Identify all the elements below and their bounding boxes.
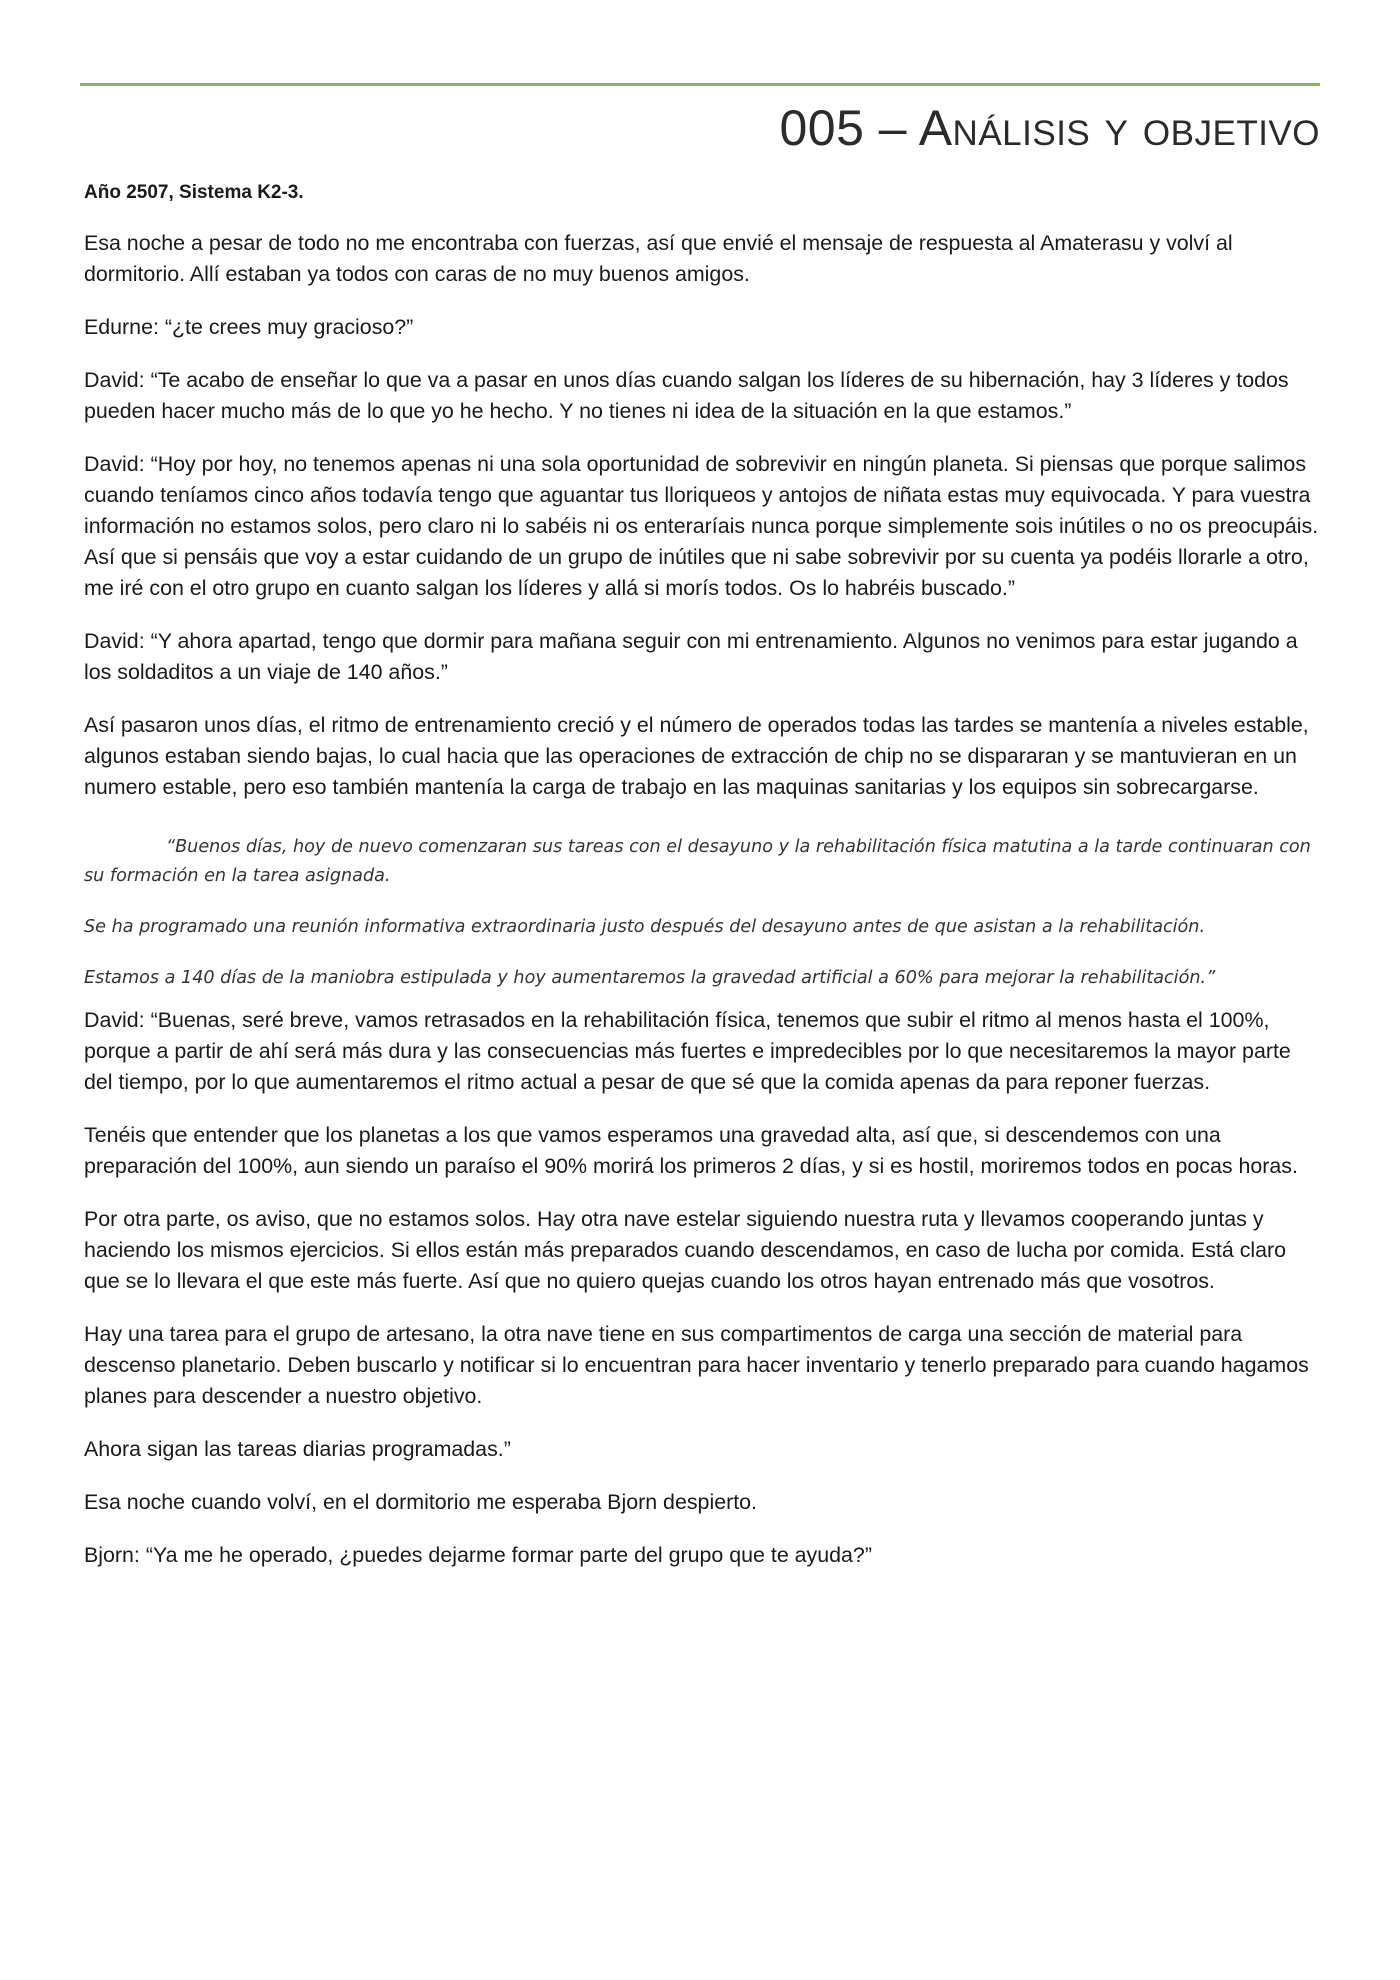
paragraph: Ahora sigan las tareas diarias programadas.” bbox=[84, 1437, 511, 1461]
date-location-heading: Año 2507, Sistema K2-3. bbox=[84, 182, 304, 203]
chapter-title: 005 – Análisis y objetivo bbox=[779, 100, 1320, 156]
paragraph: David: “Te acabo de enseñar lo que va a pasar en unos días cuando salgan los líderes de su hibernación, hay 3 líderes y todos pueden hacer mucho más de lo que yo he hecho. Y no tienes ni idea de la situación en la que estamos.” bbox=[84, 368, 1289, 423]
paragraph: Bjorn: “Ya me he operado, ¿puedes dejarme formar parte del grupo que te ayuda?” bbox=[84, 1543, 872, 1567]
header-rule bbox=[80, 83, 1320, 86]
paragraph: Hay una tarea para el grupo de artesano, la otra nave tiene en sus compartimentos de carga una sección de material para descenso planetario. Deben buscarlo y notificar si lo encuentran para hacer inventario y tenerlo preparado para cuando hagamos planes para descender a nuestro objetivo. bbox=[84, 1322, 1309, 1408]
paragraph: Por otra parte, os aviso, que no estamos solos. Hay otra nave estelar siguiendo nuestra ruta y llevamos cooperando juntas y haciendo los mismos ejercicios. Si ellos están más preparados cuando descendamos, en caso de lucha por comida. Está claro que se lo llevara el que este más fuerte. Así que no quiero quejas cuando los otros hayan entrenado más que vosotros. bbox=[84, 1207, 1287, 1293]
paragraph: Así pasaron unos días, el ritmo de entrenamiento creció y el número de operados todas las tardes se mantenía a niveles estable, algunos estaban siendo bajas, lo cual hacia que las operaciones de extracción de chip no se dispararan y se mantuvieran en un numero estable, pero eso también mantenía la carga de trabajo en las maquinas sanitarias y los equipos sin sobrecargarse. bbox=[84, 713, 1309, 799]
document-body bbox=[84, 180, 1324, 1593]
paragraph: Edurne: “¿te crees muy gracioso?” bbox=[84, 315, 414, 339]
paragraph: David: “Hoy por hoy, no tenemos apenas ni una sola oportunidad de sobrevivir en ningún planeta. Si piensas que porque salimos cuando teníamos cinco años todavía tengo que aguantar tus lloriqueos y antojos de niñata estas muy equivocada. Y para vuestra información no estamos solos, pero claro ni lo sabéis ni os enteraríais nunca porque simplemente sois inútiles o no os preocupáis. Así que si pensáis que voy a estar cuidando de un grupo de inútiles que ni sabe sobrevivir por su cuenta ya podéis llorarle a otro, me iré con el otro grupo en cuanto salgan los líderes y allá si morís todos. Os lo habréis buscado.” bbox=[84, 452, 1319, 600]
paragraph: David: “Y ahora apartad, tengo que dormir para mañana seguir con mi entrenamiento. Algunos no venimos para estar jugando a los soldaditos a un viaje de 140 años.” bbox=[84, 629, 1298, 684]
announcement-line: “Buenos días, hoy de nuevo comenzaran sus tareas con el desayuno y la rehabilitación física matutina a la tarde continuaran con su formación en la tarea asignada. bbox=[84, 837, 1311, 886]
paragraph: Tenéis que entender que los planetas a los que vamos esperamos una gravedad alta, así que, si descendemos con una preparación del 100%, aun siendo un paraíso el 90% morirá los primeros 2 días, y si es hostil, moriremos todos en pocas horas. bbox=[84, 1123, 1298, 1178]
announcement-line: Estamos a 140 días de la maniobra estipulada y hoy aumentaremos la gravedad artificial a 60% para mejorar la rehabilitación.” bbox=[84, 968, 1216, 988]
paragraph: David: “Buenas, seré breve, vamos retrasados en la rehabilitación física, tenemos que subir el ritmo al menos hasta el 100%, porque a partir de ahí será más dura y las consecuencias más fuertes e impredecibles por lo que necesitaremos la mayor parte del tiempo, por lo que aumentaremos el ritmo actual a pesar de que sé que la comida apenas da para reponer fuerzas. bbox=[84, 1008, 1291, 1094]
paragraph: Esa noche cuando volví, en el dormitorio me esperaba Bjorn despierto. bbox=[84, 1490, 758, 1514]
announcement-line: Se ha programado una reunión informativa extraordinaria justo después del desayuno antes de que asistan a la rehabilitación. bbox=[84, 917, 1206, 937]
paragraph: Esa noche a pesar de todo no me encontraba con fuerzas, así que envié el mensaje de respuesta al Amaterasu y volví al dormitorio. Allí estaban ya todos con caras de no muy buenos amigos. bbox=[84, 231, 1233, 286]
